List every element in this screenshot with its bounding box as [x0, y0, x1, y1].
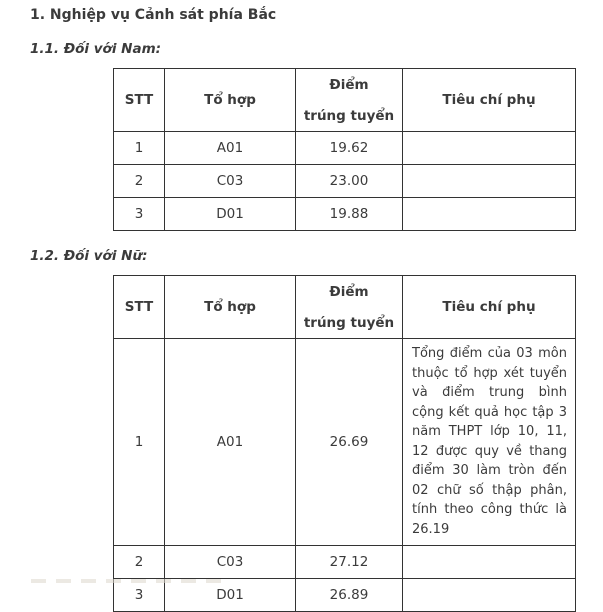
cell-tieu-chi-phu [403, 165, 576, 198]
col-header-tieu-chi-phu: Tiêu chí phụ [403, 69, 576, 132]
cell-to-hop: C03 [165, 165, 296, 198]
col-header-diem-line1: Điểm [329, 283, 369, 300]
cell-to-hop: D01 [165, 579, 296, 612]
cell-to-hop: D01 [165, 198, 296, 231]
cell-stt: 1 [114, 132, 165, 165]
table-row [114, 198, 576, 231]
cell-tieu-chi-phu-note: Tổng điểm của 03 môn thuộc tổ hợp xét tuyển và điểm trung bình cộng kết quả học tập 3 năm THPT lớp 10, 11, 12 được quy về thang điểm 30 làm tròn đến 02 chữ số thập phân, tính theo công thức là 26.19 [403, 339, 576, 546]
cell-stt: 3 [114, 198, 165, 231]
cell-stt: 2 [114, 546, 165, 579]
table-row [114, 579, 576, 612]
cell-stt: 3 [114, 579, 165, 612]
document-page [0, 7, 603, 603]
cell-tieu-chi-phu [403, 579, 576, 612]
table-header-row [114, 69, 576, 132]
cell-stt: 2 [114, 165, 165, 198]
table-row [114, 165, 576, 198]
col-header-tieu-chi-phu: Tiêu chí phụ [403, 276, 576, 339]
col-header-diem-trung-tuyen [296, 276, 403, 339]
table-header-row [114, 276, 576, 339]
cell-stt: 1 [114, 339, 165, 546]
cell-diem: 26.89 [296, 579, 403, 612]
col-header-diem-line1: Điểm [329, 76, 369, 93]
cell-tieu-chi-phu [403, 198, 576, 231]
cell-diem: 19.88 [296, 198, 403, 231]
cell-diem: 26.69 [296, 339, 403, 546]
subsection-heading-nu: 1.2. Đối với Nữ: [30, 248, 148, 264]
col-header-diem-trung-tuyen [296, 69, 403, 132]
cell-tieu-chi-phu [403, 132, 576, 165]
col-header-to-hop: Tổ hợp [165, 276, 296, 339]
table-row [114, 546, 576, 579]
cell-diem: 19.62 [296, 132, 403, 165]
table-row [114, 339, 576, 546]
cutoff-next-line-artifact [31, 579, 227, 583]
col-header-stt: STT [114, 69, 165, 132]
subsection-heading-nam: 1.1. Đối với Nam: [30, 41, 162, 57]
col-header-to-hop: Tổ hợp [165, 69, 296, 132]
col-header-stt: STT [114, 276, 165, 339]
col-header-diem-line2: trúng tuyển [303, 314, 395, 331]
table-row [114, 132, 576, 165]
cell-to-hop: A01 [165, 132, 296, 165]
cell-tieu-chi-phu [403, 546, 576, 579]
score-table-nu [113, 275, 576, 612]
cell-to-hop: C03 [165, 546, 296, 579]
col-header-diem-line2: trúng tuyển [303, 107, 395, 124]
score-table-nam [113, 68, 576, 231]
section-title: 1. Nghiệp vụ Cảnh sát phía Bắc [30, 7, 277, 23]
cell-to-hop: A01 [165, 339, 296, 546]
cell-diem: 23.00 [296, 165, 403, 198]
cell-diem: 27.12 [296, 546, 403, 579]
